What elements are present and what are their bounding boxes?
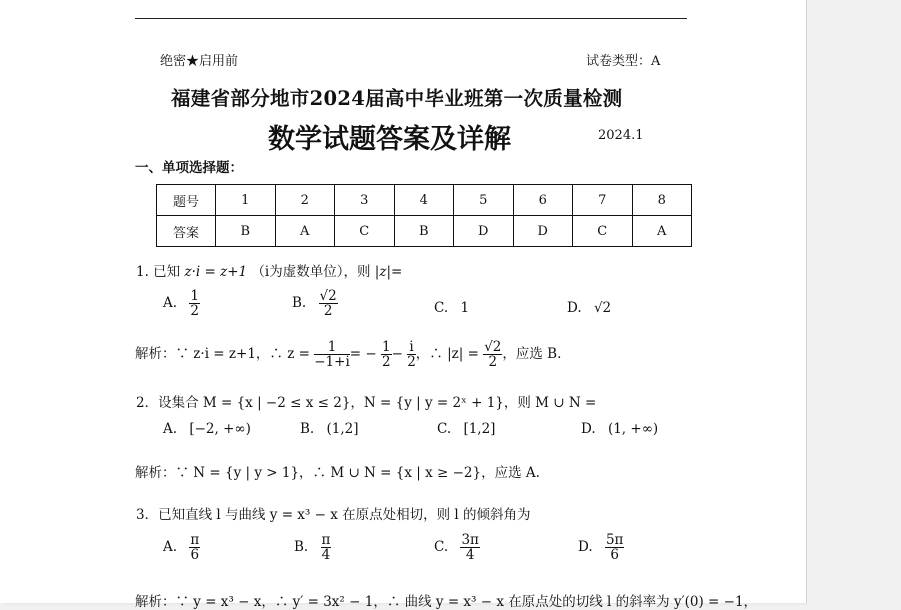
option-value: √2 [593, 300, 612, 316]
analysis-text: ，∴ |z| = [415, 346, 479, 363]
frac-den: 4 [321, 547, 331, 564]
document-date: 2024.1 [598, 128, 644, 143]
frac-den: 2 [407, 354, 416, 371]
table-row-label: 答案 [157, 216, 216, 247]
frac-num: 5π [605, 532, 624, 548]
option-label: A. [163, 295, 178, 312]
q2-option-b [300, 421, 359, 437]
option-value: [1,2] [463, 421, 496, 437]
table-cell-answer: D [513, 216, 573, 247]
option-label: B. [300, 421, 315, 437]
q2-option-a [163, 421, 251, 437]
frac-num: 1 [381, 339, 391, 355]
analysis-fraction [381, 340, 392, 369]
table-cell-number: 4 [394, 185, 454, 216]
table-row [157, 216, 692, 247]
analysis-fraction [314, 340, 350, 369]
document-subtitle: 数学试题答案及详解 [268, 124, 511, 155]
option-label: A. [163, 539, 178, 556]
table-cell-answer: A [632, 216, 692, 247]
table-cell-number: 7 [573, 185, 633, 216]
frac-num: π [321, 532, 331, 548]
table-cell-answer: B [216, 216, 276, 247]
q3-option-d [578, 533, 624, 562]
option-label: B. [294, 539, 309, 556]
frac-den: 2 [381, 354, 391, 371]
analysis-text: = − [349, 346, 377, 363]
frac-num: 3π [461, 532, 479, 548]
question-1-stem [136, 260, 402, 280]
option-fraction [189, 533, 200, 562]
table-cell-answer: D [454, 216, 514, 247]
table-cell-number: 8 [632, 185, 692, 216]
frac-num: √2 [484, 339, 502, 355]
question-2-stem: 2．设集合 M = {x | −2 ≤ x ≤ 2}，N = {y | y = 2ˣ + 1}，则 M ∪ N = [136, 395, 597, 411]
table-cell-number: 3 [335, 185, 395, 216]
analysis-fraction [407, 340, 416, 369]
q1-stem-text2: （i为虚数单位），则 [251, 264, 371, 280]
frac-den: 2 [323, 303, 333, 320]
option-label: B. [292, 295, 307, 312]
option-fraction [605, 533, 624, 562]
option-value: 1 [460, 300, 470, 316]
document-title: 福建省部分地市2024届高中毕业班第一次质量检测 [171, 87, 623, 110]
frac-den: 2 [488, 354, 498, 371]
q3-option-a [163, 533, 200, 562]
q2-option-c [437, 421, 495, 437]
analysis-label: 解析： [135, 346, 176, 363]
frac-den: 4 [465, 547, 475, 564]
option-label: D. [567, 300, 582, 316]
frac-den: 2 [190, 303, 199, 320]
q1-stem-expr2: |z|= [374, 264, 403, 280]
option-label: C. [434, 300, 449, 316]
analysis-text: − [391, 346, 403, 363]
answer-table [156, 184, 692, 247]
q1-option-a [163, 289, 200, 318]
question-3-stem: 3．已知直线 l 与曲线 y = x³ − x 在原点处相切，则 l 的倾斜角为 [136, 507, 531, 523]
option-value: (1, +∞) [607, 421, 659, 437]
frac-num: √2 [319, 288, 337, 304]
option-value: [−2, +∞) [189, 421, 251, 437]
analysis-text: ∵ z·i = z+1，∴ z = [175, 346, 310, 363]
option-label: D. [581, 421, 596, 437]
table-cell-answer: C [573, 216, 633, 247]
q2-option-d [581, 421, 658, 437]
q3-option-c [434, 533, 480, 562]
frac-num: 1 [314, 340, 350, 355]
option-label: A. [163, 421, 178, 437]
q3-analysis: 解析：∵ y = x³ − x，∴ y′ = 3x² − 1，∴ 曲线 y = x³ − x 在原点处的切线 l 的斜率为 y′(0) = −1， [135, 594, 758, 610]
frac-num: π [190, 532, 200, 548]
option-label: C. [437, 421, 452, 437]
viewer-background [807, 0, 901, 603]
table-row-label: 题号 [157, 185, 216, 216]
paper-type-label: 试卷类型：A [586, 54, 661, 69]
header-rule [135, 18, 687, 19]
section-title: 一、单项选择题： [135, 160, 243, 176]
option-fraction [321, 533, 332, 562]
frac-num: i [407, 340, 416, 355]
table-cell-number: 6 [513, 185, 573, 216]
q3-option-b [294, 533, 331, 562]
table-cell-number: 5 [454, 185, 514, 216]
frac-den: 6 [190, 547, 200, 564]
table-row [157, 185, 692, 216]
table-cell-answer: B [394, 216, 454, 247]
option-fraction [189, 289, 200, 318]
option-fraction [460, 533, 479, 562]
q1-stem-expr: z·i = z+1 [184, 264, 248, 280]
q1-option-c [434, 300, 469, 316]
q2-analysis: 解析：∵ N = {y | y > 1}，∴ M ∪ N = {x | x ≥ −2}，应选 A. [135, 465, 540, 481]
option-value: (1,2] [326, 421, 359, 437]
option-label: D. [578, 539, 593, 556]
table-cell-answer: C [335, 216, 395, 247]
table-cell-number: 2 [275, 185, 335, 216]
table-cell-number: 1 [216, 185, 276, 216]
confidential-label: 绝密★启用前 [160, 54, 239, 69]
q1-stem-text: 1. 已知 [136, 264, 181, 280]
q1-option-d [567, 300, 611, 316]
q1-option-b [292, 289, 338, 318]
q1-analysis [135, 340, 561, 369]
frac-den: −1+i [314, 354, 350, 371]
table-cell-answer: A [275, 216, 335, 247]
frac-den: 6 [610, 547, 619, 564]
frac-num: 1 [190, 288, 199, 304]
option-label: C. [434, 539, 449, 556]
option-fraction [319, 289, 338, 318]
analysis-text: ，应选 B. [502, 346, 562, 363]
analysis-fraction [483, 340, 502, 369]
